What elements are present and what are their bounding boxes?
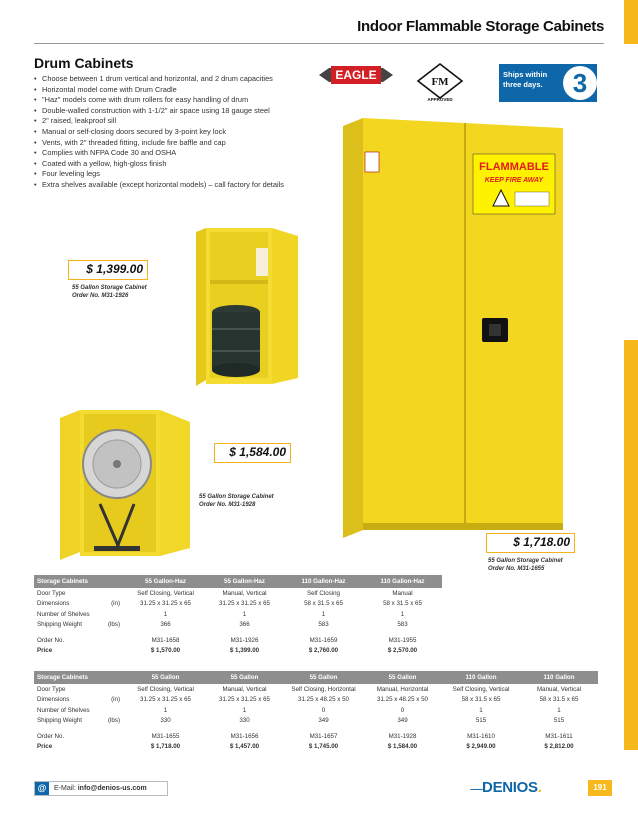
cabinet-label-line2: KEEP FIRE AWAY [484,177,544,184]
ships-number: 3 [563,66,597,100]
row-label: Price [37,743,53,751]
table-row [34,588,442,599]
ships-badge [499,64,597,102]
row-label: Order No. [37,636,65,644]
order-no-cell: M31-1657 [309,732,338,740]
table-cell: 330 [160,717,171,725]
table-cell: Self Closing [306,589,341,597]
eagle-logo-text: EAGLE [335,68,377,82]
price-cell: $ 2,949.00 [466,743,496,751]
section-title: Drum Cabinets [34,55,134,71]
table-cell: Self Closing, Horizontal [291,685,356,693]
cabinet-photo-vertical-drum [196,228,300,388]
table-cell: Manual, Vertical [222,685,267,693]
feature-item: • Four leveling legs [34,169,334,180]
feature-item: • Double-walled construction with 1-1/2" air space using 18 gauge steel [34,106,334,117]
order-no-cell: M31-1928 [388,732,417,740]
ships-text: Ships within three days. [503,70,548,89]
order-no-cell: M31-1655 [151,732,180,740]
product-name: 55 Gallon Storage Cabinet [199,494,274,500]
spec-table-haz [34,575,442,656]
table-row [34,599,442,610]
price-cell: $ 2,812.00 [544,743,574,751]
order-no-cell: M31-1656 [230,732,259,740]
table-header-cell: 110 Gallon-Haz [363,575,442,588]
row-label: Shipping Weight [37,621,82,629]
price-cell: $ 1,718.00 [150,743,181,751]
table-cell: 58 x 31.5 x 65 [304,600,343,608]
price-cell: $ 1,584.00 [387,743,418,751]
page-title: Indoor Flammable Storage Cabinets [357,18,604,35]
table-cell: 1 [163,706,168,714]
table-cell: 1 [557,706,561,714]
feature-item: • Complies with NFPA Code 30 and OSHA [34,148,334,159]
eagle-logo [319,62,393,88]
table-cell: 1 [163,610,168,618]
feature-list [34,74,334,191]
table-cell: 58 x 31.5 x 65 [539,696,579,704]
feature-item: • Vents, with 2" threaded fitting, include fire baffle and cap [34,138,334,149]
product-caption [72,284,147,300]
product-caption [488,557,563,573]
table-cell: 583 [318,621,329,629]
table-cell: Manual [392,589,413,597]
product-caption [199,493,274,509]
table-header-row [34,671,598,684]
table-header-cell: Storage Cabinets [34,671,126,684]
table-header-cell: 55 Gallon [126,671,205,684]
row-unit [98,705,126,716]
feature-item: • 2" raised, leakproof sill [34,116,334,127]
brand-name: DENIOS [482,779,538,796]
price-tag: $ 1,718.00 [486,533,575,553]
product-order-no: Order No. M31-1926 [72,293,129,299]
fm-approved-logo [416,62,464,102]
table-row-price [34,646,442,657]
table-cell: 515 [475,717,487,725]
row-unit [98,609,126,620]
table-cell: 1 [242,610,247,618]
row-unit [98,684,126,695]
table-row [34,609,442,620]
table-cell: 58 x 31.5 x 65 [383,600,422,608]
table-header-cell: 55 Gallon [363,671,442,684]
table-row [34,695,598,706]
table-cell: 366 [239,621,250,629]
email-link[interactable]: info@denios-us.com [77,785,147,792]
header-rule [34,43,604,44]
table-cell: 58 x 31.5 x 65 [461,696,501,704]
table-row [34,705,598,716]
row-label: Dimensions [37,696,70,704]
order-no-cell: M31-1658 [151,636,180,644]
feature-item: • Choose between 1 drum vertical and horizontal, and 2 drum capacities [34,74,334,85]
order-no-cell: M31-1955 [388,636,417,644]
denios-arrows-icon: ––– [470,784,483,794]
table-cell: 349 [397,717,408,725]
table-row [34,620,442,631]
product-order-no: Order No. M31-1928 [199,502,256,508]
feature-item: • "Haz" models come with drum rollers for easy handling of drum [34,95,334,106]
feature-item: • Manual or self-closing doors secured by 3-point key lock [34,127,334,138]
table-cell: Self Closing, Vertical [137,589,194,597]
row-label: Door Type [37,589,66,597]
feature-item: • Horizontal model come with Drum Cradle [34,85,334,96]
table-cell: 1 [400,610,405,618]
cabinet-photo-horizontal-drum [60,410,192,560]
table-cell: 31.25 x 31.25 x 65 [219,600,270,608]
fm-logo-text: FM [431,76,449,88]
table-cell: 1 [479,706,483,714]
footer-email[interactable] [34,781,168,796]
table-cell: 31.25 x 31.25 x 65 [140,696,191,704]
price-cell: $ 1,399.00 [229,647,260,655]
table-header-cell: 110 Gallon-Haz [284,575,363,588]
fm-logo-subtext: APPROVED [427,97,453,102]
product-name: 55 Gallon Storage Cabinet [72,285,147,291]
table-row-price [34,742,598,753]
email-label: E-Mail: [54,785,76,792]
table-header-cell: 110 Gallon [442,671,520,684]
product-order-no: Order No. M31-1655 [488,566,545,572]
table-cell: Self Closing, Vertical [452,685,510,693]
table-cell: 1 [242,706,247,714]
product-name: 55 Gallon Storage Cabinet [488,558,563,564]
spec-table-standard [34,671,598,752]
cabinet-label-line1: FLAMMABLE [479,161,549,173]
feature-item: • Extra shelves available (except horizontal models) – call factory for details [34,180,334,191]
price-cell: $ 2,760.00 [308,647,339,655]
row-label: Order No. [37,732,65,740]
denios-logo [470,779,542,796]
table-header-cell: 110 Gallon [520,671,598,684]
price-cell: $ 1,570.00 [150,647,181,655]
table-cell: Manual, Vertical [222,589,267,597]
table-row [34,716,598,727]
table-header-row [34,575,442,588]
table-header-cell: 55 Gallon [284,671,363,684]
table-cell: 0 [321,706,326,714]
table-cell: Manual, Vertical [536,685,582,693]
price-tag: $ 1,584.00 [214,443,291,463]
table-row-order [34,731,598,742]
cabinet-photo-large [343,118,575,538]
table-header-cell: 55 Gallon-Haz [126,575,205,588]
table-cell: 515 [553,717,565,725]
row-label: Number of Shelves [37,610,90,618]
row-label: Price [37,647,53,655]
row-unit: (lbs) [107,621,120,629]
page-number: 191 [588,780,612,796]
brand-dot-icon: . [537,779,542,796]
table-cell: 31.25 x 48.25 x 50 [377,696,428,704]
table-cell: 31.25 x 31.25 x 65 [140,600,191,608]
row-label: Number of Shelves [37,706,90,714]
row-unit: (lbs) [107,717,120,725]
table-cell: 583 [397,621,408,629]
feature-item: • Coated with a yellow, high-gloss finish [34,159,334,170]
footer-email-text [54,782,147,795]
table-cell: Manual, Horizontal [376,685,429,693]
row-label: Dimensions [37,600,70,608]
table-row-order [34,635,442,646]
table-cell: 31.25 x 31.25 x 65 [219,696,270,704]
table-cell: 31.25 x 48.25 x 50 [298,696,349,704]
table-cell: 366 [160,621,171,629]
price-tag: $ 1,399.00 [68,260,148,280]
table-header-cell: Storage Cabinets [34,575,126,588]
row-label: Shipping Weight [37,717,82,725]
row-label: Door Type [37,685,66,693]
row-unit [98,588,126,599]
table-cell: 349 [318,717,329,725]
side-tab-top [624,0,638,44]
table-row [34,684,598,695]
price-cell: $ 1,745.00 [308,743,339,751]
side-tab-middle [624,340,638,750]
row-unit: (in) [111,696,120,704]
order-no-cell: M31-1611 [545,732,573,740]
table-header-cell: 55 Gallon [205,671,284,684]
table-cell: 330 [239,717,250,725]
table-cell: Self Closing, Vertical [137,685,194,693]
order-no-cell: M31-1926 [230,636,259,644]
table-cell: 1 [321,610,326,618]
price-cell: $ 2,570.00 [387,647,418,655]
row-unit: (in) [111,600,120,608]
order-no-cell: M31-1610 [467,732,495,740]
table-cell: 0 [400,706,405,714]
order-no-cell: M31-1659 [309,636,338,644]
table-header-cell: 55 Gallon-Haz [205,575,284,588]
price-cell: $ 1,457.00 [229,743,260,751]
at-icon: @ [35,782,49,795]
